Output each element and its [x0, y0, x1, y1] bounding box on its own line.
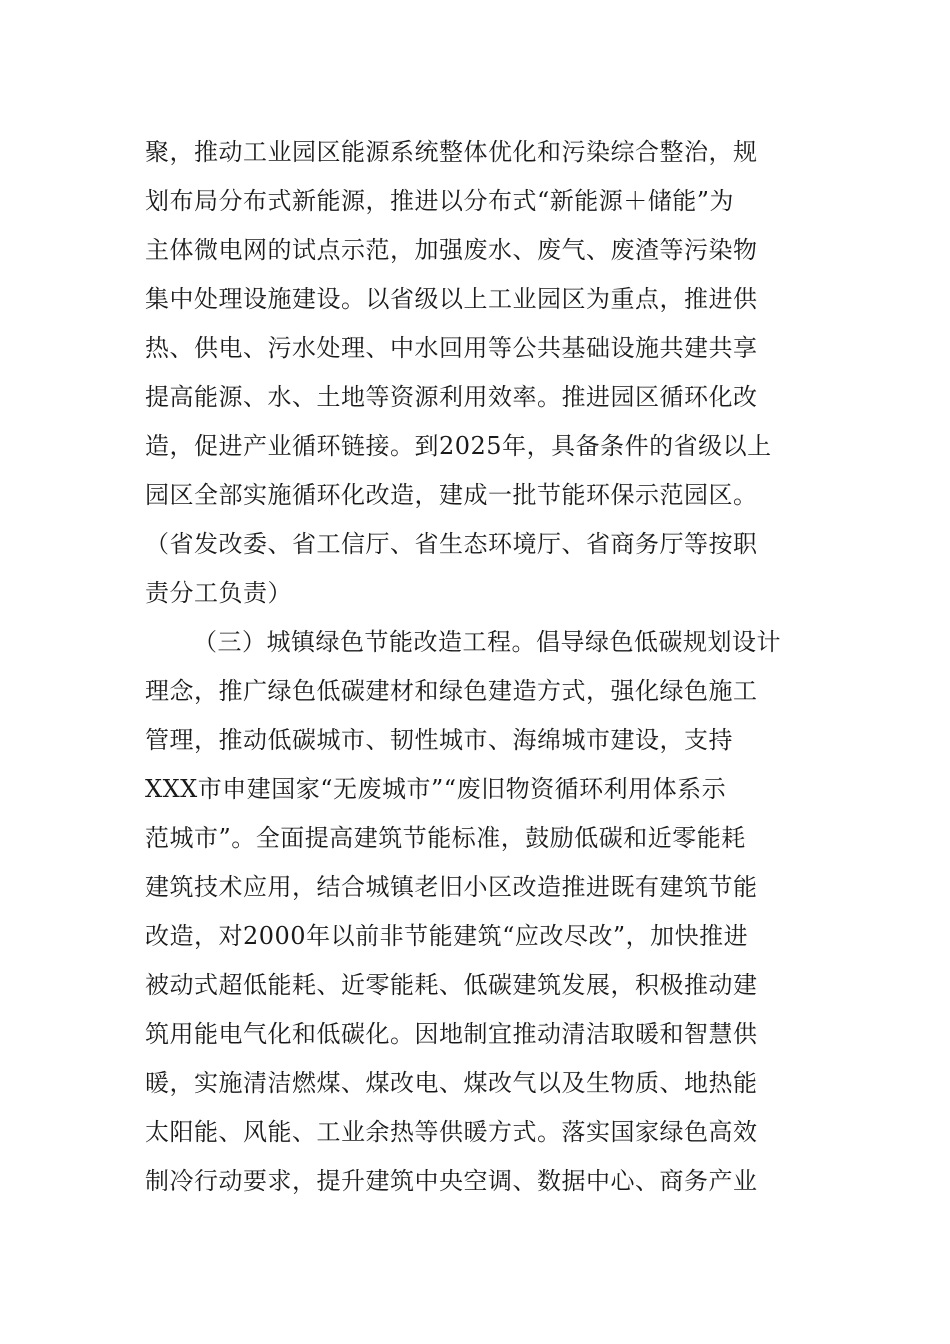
text-line: 建筑技术应用，结合城镇老旧小区改造推进既有建筑节能 — [145, 873, 758, 901]
text-line: 主体微电网的试点示范，加强废水、废气、废渣等污染物 — [145, 236, 758, 264]
text-line: 热、供电、污水处理、中水回用等公共基础设施共建共享 — [145, 334, 758, 362]
paragraph-urban-green-retrofit — [145, 618, 810, 1206]
text-line: 改造，对2000年以前非节能建筑“应改尽改”，加快推进 — [145, 922, 749, 950]
text-line: 提高能源、水、土地等资源利用效率。推进园区循环化改 — [145, 383, 758, 411]
section-heading-line: （三）城镇绿色节能改造工程。倡导绿色低碳规划设计 — [193, 628, 781, 656]
text-line: 管理，推动低碳城市、韧性城市、海绵城市建设，支持 — [145, 726, 733, 754]
text-line: 园区全部实施循环化改造，建成一批节能环保示范园区。 — [145, 481, 758, 509]
text-line: 责分工负责） — [145, 579, 292, 607]
text-line: 被动式超低能耗、近零能耗、低碳建筑发展，积极推动建 — [145, 971, 758, 999]
text-line: 暖，实施清洁燃煤、煤改电、煤改气以及生物质、地热能 — [145, 1069, 758, 1097]
text-line: （省发改委、省工信厅、省生态环境厅、省商务厅等按职 — [145, 530, 758, 558]
document-body — [145, 128, 810, 1206]
text-line: 造，促进产业循环链接。到2025年，具备条件的省级以上 — [145, 432, 772, 460]
text-line: 划布局分布式新能源，推进以分布式“新能源＋储能”为 — [145, 187, 735, 215]
text-line: 制冷行动要求，提升建筑中央空调、数据中心、商务产业 — [145, 1167, 758, 1195]
text-line: 太阳能、风能、工业余热等供暖方式。落实国家绿色高效 — [145, 1118, 758, 1146]
paragraph-industrial-parks — [145, 128, 810, 618]
text-line: XXX市申建国家“无废城市”“废旧物资循环利用体系示 — [145, 775, 727, 803]
text-line: 集中处理设施建设。以省级以上工业园区为重点，推进供 — [145, 285, 758, 313]
text-line: 筑用能电气化和低碳化。因地制宜推动清洁取暖和智慧供 — [145, 1020, 758, 1048]
text-line: 理念，推广绿色低碳建材和绿色建造方式，强化绿色施工 — [145, 677, 758, 705]
text-line: 聚，推动工业园区能源系统整体优化和污染综合整治，规 — [145, 138, 758, 166]
text-line: 范城市”。全面提高建筑节能标准，鼓励低碳和近零能耗 — [145, 824, 746, 852]
